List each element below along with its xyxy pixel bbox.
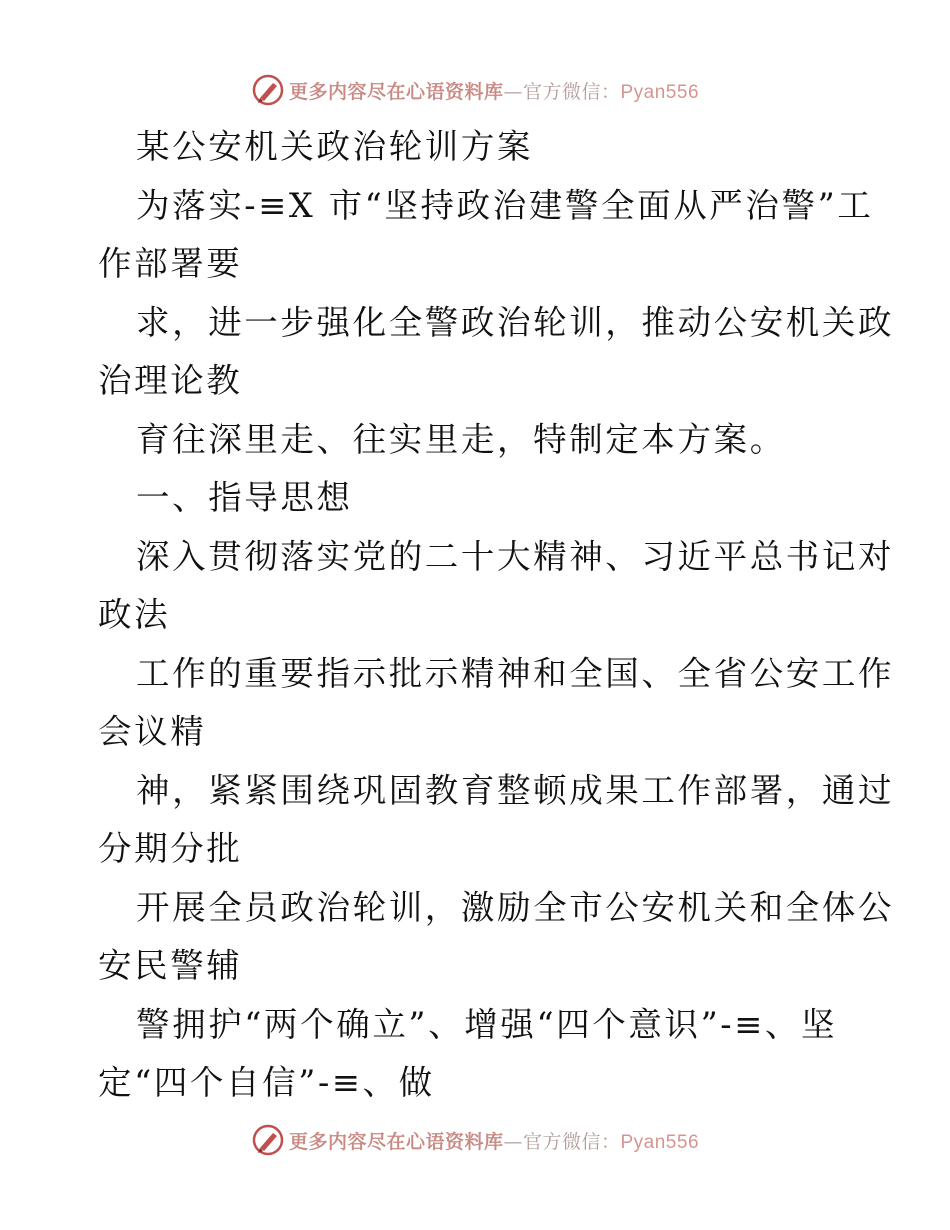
paragraph-line: 安民警辅	[98, 946, 243, 985]
paragraph-line: 治理论教	[98, 361, 243, 400]
paragraph-line: 育往深里走、往实里走，特制定本方案。	[136, 419, 786, 459]
section-heading: 一、指导思想	[136, 478, 353, 517]
paragraph-line: 求，进一步强化全警政治轮训，推动公安机关政	[136, 302, 895, 342]
paragraph-line: 神，紧紧围绕巩固教育整顿成果工作部署，通过	[136, 770, 895, 810]
paragraph-line: 定“四个自信”-≡、做	[98, 1063, 435, 1102]
document-body	[98, 118, 895, 1113]
watermark-text	[289, 1127, 699, 1154]
watermark-footer	[0, 1120, 950, 1160]
watermark-wechat-id: Pyan556	[620, 81, 700, 103]
paragraph-line: 工作的重要指示批示精神和全国、全省公安工作	[136, 653, 895, 693]
document-title: 某公安机关政治轮训方案	[136, 127, 534, 166]
watermark-separator: —	[503, 80, 523, 103]
watermark-header	[0, 70, 950, 110]
watermark-wechat-label: 官方微信：	[522, 1130, 621, 1153]
watermark-wechat-id: Pyan556	[620, 1131, 700, 1153]
pen-circle-logo-icon	[251, 1123, 285, 1157]
paragraph-line: 分期分批	[98, 829, 243, 868]
paragraph-line: 深入贯彻落实党的二十大精神、习近平总书记对	[136, 536, 895, 576]
watermark-text	[289, 77, 699, 104]
watermark-site-text: 更多内容尽在心语资料库	[288, 80, 504, 103]
watermark-site-text: 更多内容尽在心语资料库	[288, 1130, 504, 1153]
paragraph-line: 开展全员政治轮训，激励全市公安机关和全体公	[136, 887, 895, 927]
paragraph-line: 会议精	[98, 712, 207, 751]
paragraph-line: 作部署要	[98, 244, 243, 283]
watermark-wechat-label: 官方微信：	[522, 80, 621, 103]
paragraph-line: 政法	[98, 595, 171, 634]
paragraph-line: 警拥护“两个确立”、增强“四个意识”-≡、坚	[136, 1004, 838, 1044]
pen-circle-logo-icon	[251, 73, 285, 107]
paragraph-line: 为落实-≡X 市“坚持政治建警全面从严治警”工	[136, 185, 874, 225]
watermark-separator: —	[503, 1130, 523, 1153]
